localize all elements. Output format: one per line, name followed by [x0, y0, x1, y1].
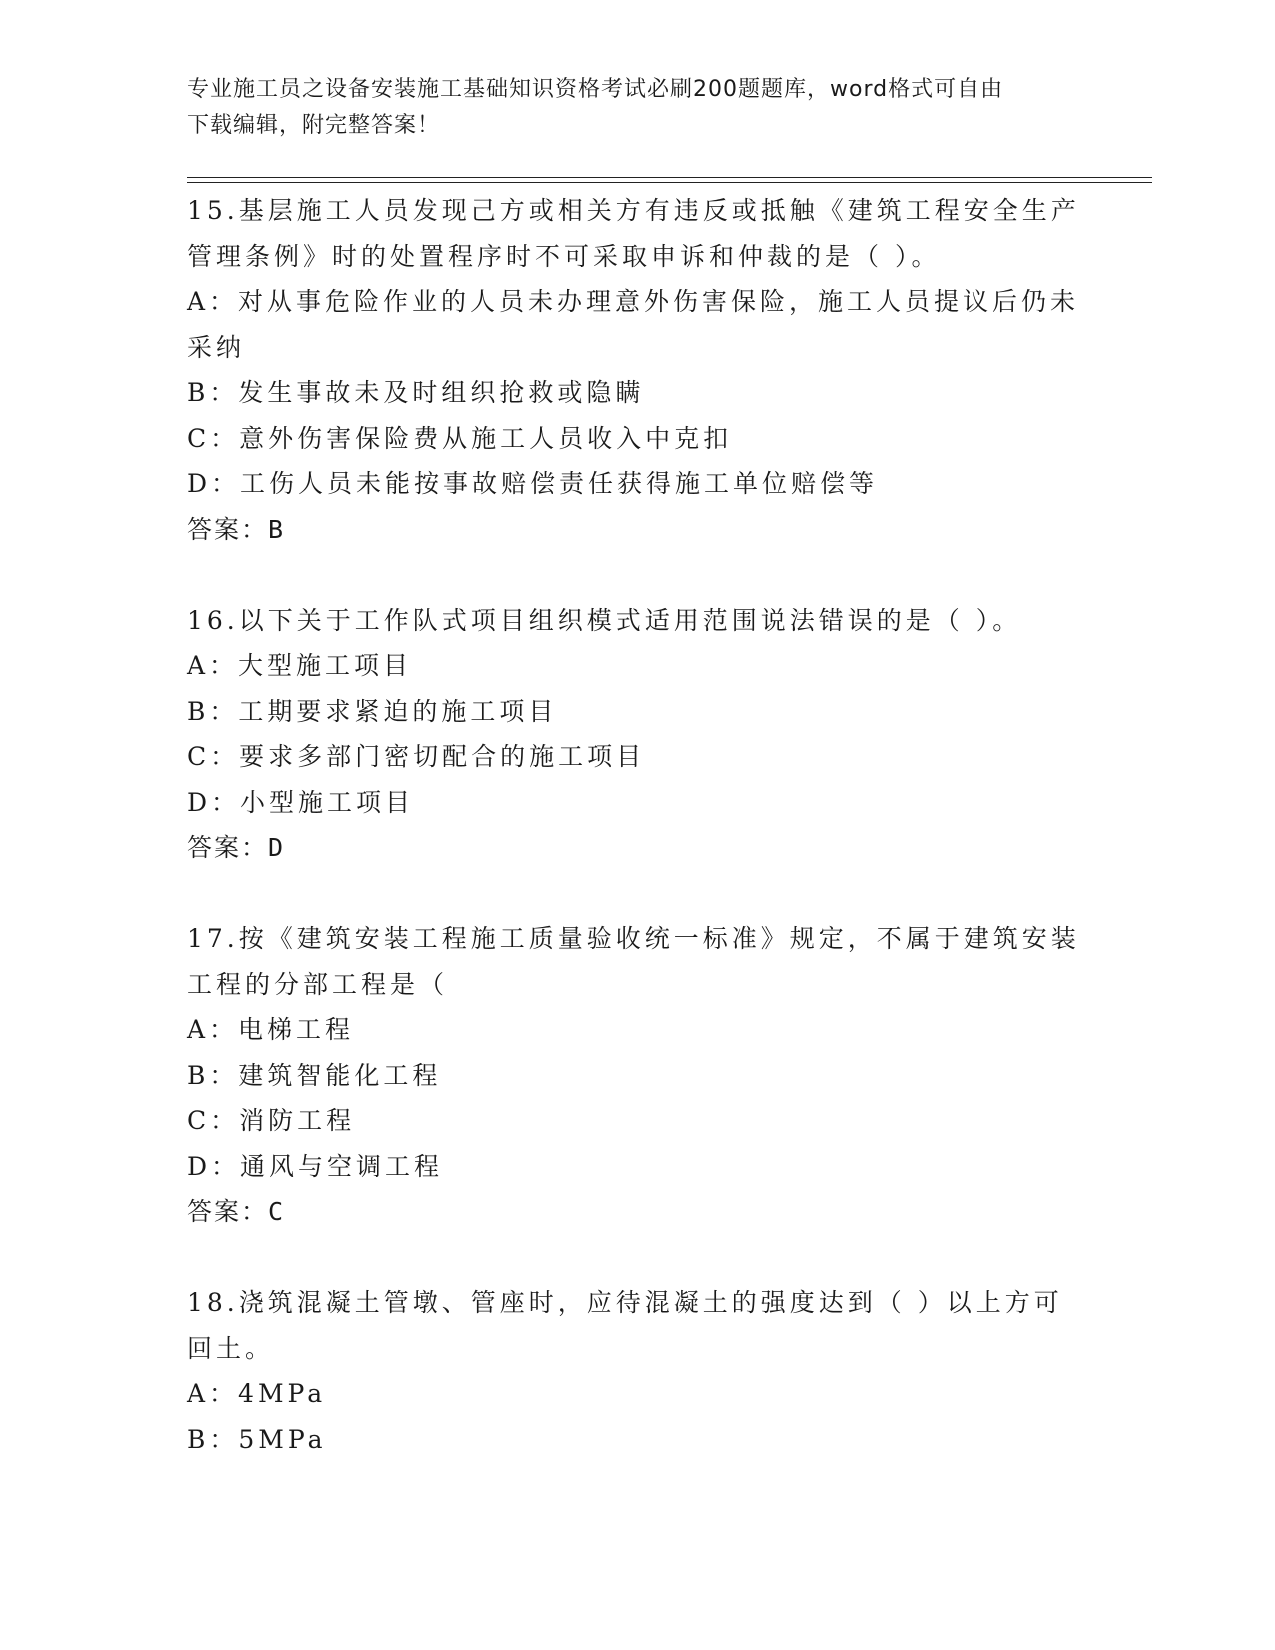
- option-a-continued: 采纳: [187, 332, 246, 362]
- question-list: [187, 188, 1087, 1508]
- option-d: D：通风与空调工程: [187, 1151, 444, 1181]
- option-a: A：4MPa: [187, 1379, 327, 1408]
- question-stem-line: 17.按《建筑安装工程施工质量验收统一标准》规定，不属于建筑安装: [187, 924, 1080, 953]
- option-b: B：发生事故未及时组织抢救或隐瞒: [187, 378, 645, 407]
- header-title-line-1: 专业施工员之设备安装施工基础知识资格考试必刷200题题库，word格式可自由: [187, 77, 1004, 102]
- answer-label: 答案：: [187, 514, 269, 544]
- header-divider-top: [187, 177, 1152, 178]
- question-stem-line: 管理条例》时的处置程序时不可采取申诉和仲裁的是（ ）。: [187, 241, 941, 271]
- answer-value: B: [268, 514, 286, 544]
- answer-label: 答案：: [187, 1197, 269, 1226]
- answer-line: [187, 507, 1087, 553]
- question-stem-line: 16.以下关于工作队式项目组织模式适用范围说法错误的是（ ）。: [187, 605, 1022, 635]
- question-stem-line: 18.浇筑混凝土管墩、管座时，应待混凝土的强度达到（ ）以上方可: [187, 1288, 1063, 1317]
- answer-line: [187, 1189, 1087, 1235]
- option-b: B：建筑智能化工程: [187, 1060, 442, 1090]
- document-header: [187, 72, 1087, 144]
- question-15: [187, 188, 1087, 552]
- option-b: B：5MPa: [187, 1424, 327, 1454]
- option-c: C：要求多部门密切配合的施工项目: [187, 742, 646, 771]
- option-c: C：意外伤害保险费从施工人员收入中克扣: [187, 423, 733, 453]
- question-stem-line: 回土。: [187, 1333, 275, 1363]
- option-b: B：工期要求紧迫的施工项目: [187, 696, 558, 726]
- option-d: D：小型施工项目: [187, 787, 415, 817]
- question-18: [187, 1280, 1087, 1462]
- answer-value: D: [268, 833, 286, 862]
- option-c: C：消防工程: [187, 1106, 356, 1135]
- header-divider-bottom: [187, 182, 1152, 183]
- option-a: A：对从事危险作业的人员未办理意外伤害保险，施工人员提议后仍未: [187, 287, 1080, 316]
- answer-label: 答案：: [187, 833, 269, 862]
- answer-line: [187, 825, 1087, 871]
- option-a: A：大型施工项目: [187, 651, 413, 680]
- question-stem-line: 工程的分部工程是（: [187, 969, 449, 999]
- answer-value: C: [268, 1197, 286, 1226]
- question-16: [187, 598, 1087, 871]
- option-d: D：工伤人员未能按事故赔偿责任获得施工单位赔偿等: [187, 469, 879, 498]
- question-stem-line: 15.基层施工人员发现己方或相关方有违反或抵触《建筑工程安全生产: [187, 196, 1080, 225]
- header-title-line-2: 下载编辑，附完整答案！: [187, 113, 441, 138]
- option-a: A：电梯工程: [187, 1015, 355, 1044]
- question-17: [187, 916, 1087, 1235]
